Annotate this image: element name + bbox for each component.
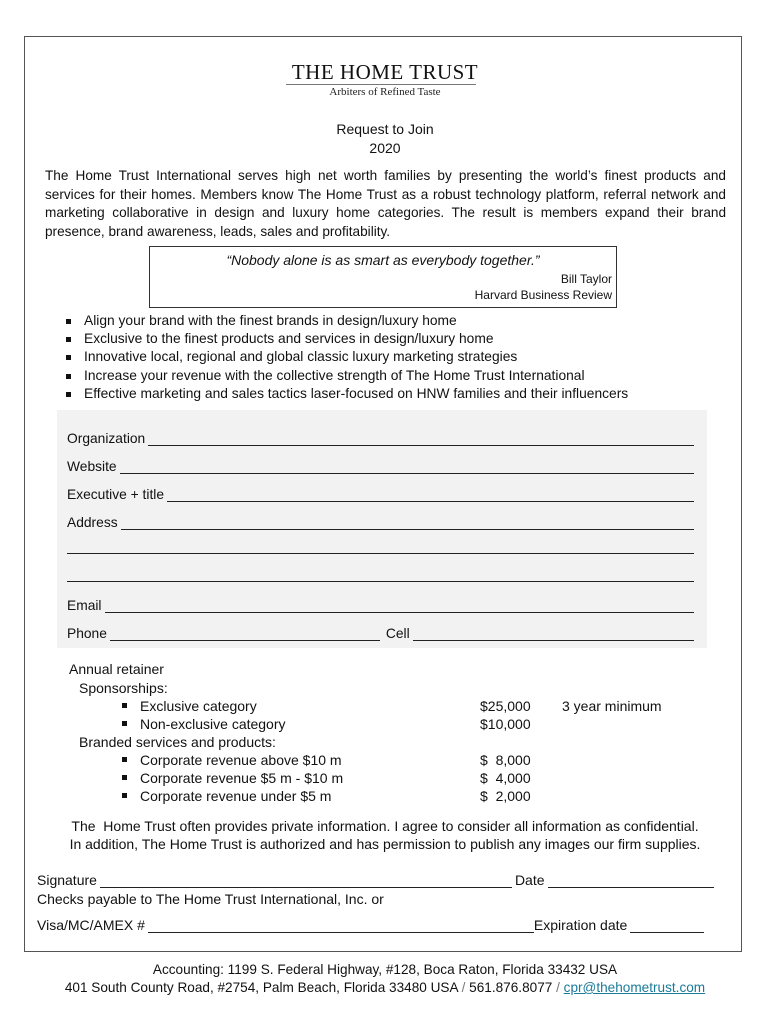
quote-box [149, 246, 617, 308]
bullet-icon [122, 775, 127, 780]
email-link[interactable]: cpr@thehometrust.com [563, 980, 706, 995]
signature-label: Signature [37, 872, 97, 888]
nonexclusive-category: Non-exclusive category [140, 716, 286, 732]
cell-label: Cell [385, 626, 410, 641]
address-field-line-3[interactable] [67, 581, 694, 582]
confidentiality-line-2: In addition, The Home Trust is authorized and has permission to publish any images our firm supplies. [69, 836, 701, 852]
email-row [67, 593, 694, 613]
tier3-label: Corporate revenue under $5 m [140, 788, 332, 804]
benefit-item: Increase your revenue with the collective strength of The Home Trust International [62, 367, 628, 385]
executive-row [67, 482, 694, 502]
phone-field[interactable] [110, 626, 380, 641]
benefits-list [62, 312, 628, 403]
request-year: 2020 [369, 140, 401, 156]
organization-field[interactable] [148, 431, 694, 446]
bullet-icon [122, 703, 127, 708]
cell-field[interactable] [413, 626, 694, 641]
minimum-term: 3 year minimum [562, 698, 662, 714]
palm-beach-address: 401 South County Road, #2754, Palm Beach, Florida 33480 USA [64, 980, 458, 995]
executive-label: Executive + title [67, 487, 165, 502]
website-field[interactable] [120, 459, 694, 474]
confidentiality-line-1: The Home Trust often provides private information. I agree to consider all information as confidential. [71, 818, 699, 834]
phone-label: Phone [67, 626, 107, 641]
quote-attribution [475, 271, 612, 303]
tier1-price: $ 8,000 [480, 752, 531, 768]
card-label: Visa/MC/AMEX # [37, 917, 145, 933]
email-label: Email [67, 598, 102, 613]
benefit-item: Exclusive to the finest products and services in design/luxury home [62, 330, 628, 348]
website-label: Website [67, 459, 117, 474]
accounting-address: Accounting: 1199 S. Federal Highway, #128, Boca Raton, Florida 33432 USA [152, 962, 618, 977]
phone-number: 561.876.8077 [469, 980, 553, 995]
quote-source: Harvard Business Review [474, 288, 612, 302]
benefit-item: Effective marketing and sales tactics laser-focused on HNW families and their influencers [62, 385, 628, 403]
organization-row [67, 426, 694, 446]
bullet-icon [122, 793, 127, 798]
separator: / [461, 980, 466, 995]
executive-title-field[interactable] [167, 487, 694, 502]
address-field-line-2[interactable] [67, 553, 694, 554]
quote-author: Bill Taylor [560, 272, 612, 286]
nonexclusive-price: $10,000 [480, 716, 531, 732]
bullet-icon [122, 757, 127, 762]
signature-row [37, 868, 717, 888]
logo-tagline: Arbiters of Refined Taste [329, 86, 441, 98]
card-row [37, 913, 707, 933]
expiration-field[interactable] [630, 918, 704, 933]
request-title: Request to Join [336, 121, 434, 137]
card-number-field[interactable] [148, 918, 534, 933]
tier3-price: $ 2,000 [480, 788, 531, 804]
benefit-item: Innovative local, regional and global classic luxury marketing strategies [62, 348, 628, 366]
sponsorships-label: Sponsorships: [79, 680, 168, 696]
address-field[interactable] [121, 515, 694, 530]
signature-field[interactable] [100, 873, 512, 888]
date-label: Date [514, 872, 545, 888]
intro-paragraph: The Home Trust International serves high net worth families by presenting the world’s finest products and services for their homes. Members know The Home Trust as a robust technology platform, referral network and marketing collaborative in design and luxury home categories. The result is members expand their brand presence, brand awareness, leads, sales and profitability. [45, 168, 726, 239]
tier2-label: Corporate revenue $5 m - $10 m [140, 770, 344, 786]
footer-contact [0, 979, 770, 998]
annual-retainer-heading: Annual retainer [69, 661, 164, 677]
logo-title: THE HOME TRUST [291, 60, 479, 84]
request-heading [0, 120, 770, 158]
benefit-item: Align your brand with the finest brands in design/luxury home [62, 312, 628, 330]
exclusive-price: $25,000 [480, 698, 531, 714]
separator: / [556, 980, 560, 995]
tier2-price: $ 4,000 [480, 770, 531, 786]
tier1-label: Corporate revenue above $10 m [140, 752, 342, 768]
logo-divider [286, 84, 476, 85]
expiration-label: Expiration date [533, 917, 628, 933]
address-row [67, 510, 694, 530]
branded-label: Branded services and products: [79, 734, 276, 750]
exclusive-category: Exclusive category [140, 698, 257, 714]
date-field[interactable] [548, 873, 714, 888]
phone-row [67, 621, 694, 641]
organization-label: Organization [67, 431, 146, 446]
email-field[interactable] [105, 598, 695, 613]
address-label: Address [67, 515, 118, 530]
website-row [67, 454, 694, 474]
checks-note: Checks payable to The Home Trust International, Inc. or [37, 891, 384, 907]
bullet-icon [122, 721, 127, 726]
quote-text: “Nobody alone is as smart as everybody together.” [226, 252, 540, 268]
